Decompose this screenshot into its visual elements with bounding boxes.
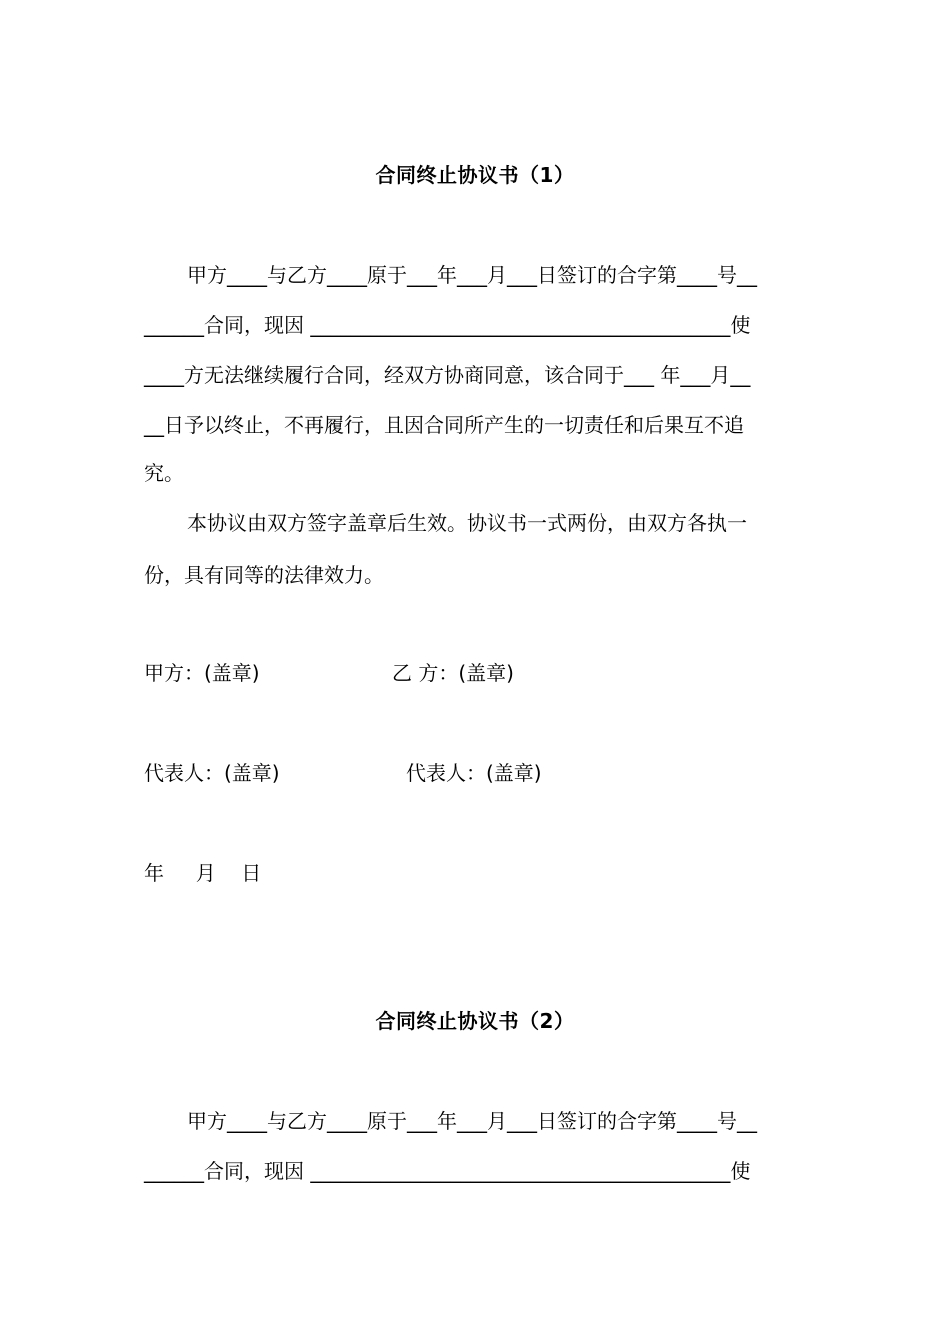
section1-line-6: 本协议由双方签字盖章后生效。协议书一式两份，由双方各执一 <box>187 511 747 535</box>
section2-line-2: ______合同，现因 __________________________________________使 <box>144 1159 751 1183</box>
section1-line-3: ____方无法继续履行合同，经双方协商同意，该合同于___ 年___月__ <box>144 363 751 387</box>
section1-title: 合同终止协议书（1） <box>375 163 575 187</box>
section2-title: 合同终止协议书（2） <box>375 1009 575 1033</box>
representative-b-seal: 代表人：(盖章) <box>406 761 542 785</box>
party-b-seal: 乙 方：(盖章) <box>392 661 514 685</box>
section1-line-2: ______合同，现因 __________________________________________使 <box>144 313 751 337</box>
section1-line-7: 份，具有同等的法律效力。 <box>144 563 384 587</box>
representative-a-seal: 代表人：(盖章) <box>144 761 280 785</box>
section1-line-4: __日予以终止，不再履行，且因合同所产生的一切责任和后果互不追 <box>144 413 744 437</box>
section2-line-1: 甲方____与乙方____原于___年___月___日签订的合字第____号__ <box>187 1109 757 1133</box>
section1-line-5: 究。 <box>144 461 184 485</box>
section1-line-1: 甲方____与乙方____原于___年___月___日签订的合字第____号__ <box>187 263 757 287</box>
date-line: 年 月 日 <box>144 861 262 885</box>
party-a-seal: 甲方：(盖章) <box>144 661 260 685</box>
